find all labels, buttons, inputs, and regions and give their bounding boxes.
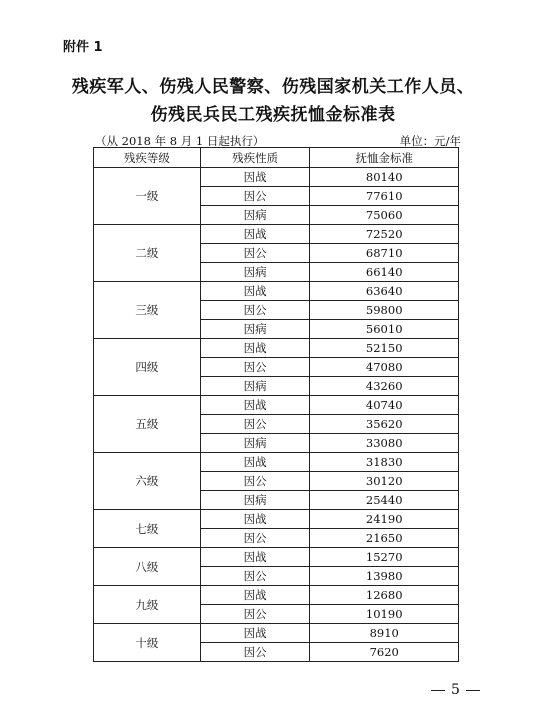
cell-disability-level: 四级 (94, 339, 201, 396)
cell-disability-nature: 因战 (200, 282, 310, 301)
cell-disability-nature: 因公 (200, 187, 310, 206)
cell-disability-nature: 因战 (200, 339, 310, 358)
cell-pension-amount: 8910 (310, 624, 459, 643)
document-title-line1: 残疾军人、伤残人民警察、伤残国家机关工作人员、 (71, 77, 475, 97)
header-pension-amount: 抚恤金标准 (310, 148, 459, 168)
page-dash-left (431, 690, 445, 691)
cell-pension-amount: 56010 (310, 320, 459, 339)
cell-disability-level: 二级 (94, 225, 201, 282)
header-disability-level: 残疾等级 (94, 148, 201, 168)
cell-disability-nature: 因病 (200, 320, 310, 339)
attachment-label: 附件 1 (63, 40, 103, 55)
cell-disability-level: 九级 (94, 586, 201, 624)
cell-pension-amount: 13980 (310, 567, 459, 586)
cell-disability-level: 一级 (94, 168, 201, 225)
table-row (94, 339, 459, 358)
unit-note: 单位：元/年 (399, 134, 461, 148)
header-disability-nature: 残疾性质 (200, 148, 310, 168)
cell-disability-level: 七级 (94, 510, 201, 548)
cell-disability-nature: 因公 (200, 567, 310, 586)
table-row (94, 548, 459, 567)
cell-disability-nature: 因战 (200, 586, 310, 605)
cell-disability-nature: 因战 (200, 396, 310, 415)
cell-disability-nature: 因战 (200, 624, 310, 643)
cell-pension-amount: 25440 (310, 491, 459, 510)
pension-standard-table (93, 147, 459, 662)
cell-pension-amount: 35620 (310, 415, 459, 434)
cell-pension-amount: 10190 (310, 605, 459, 624)
cell-pension-amount: 30120 (310, 472, 459, 491)
cell-disability-level: 十级 (94, 624, 201, 662)
cell-disability-level: 三级 (94, 282, 201, 339)
cell-disability-nature: 因病 (200, 206, 310, 225)
cell-disability-nature: 因公 (200, 244, 310, 263)
page-dash-right (466, 690, 480, 691)
cell-pension-amount: 43260 (310, 377, 459, 396)
cell-pension-amount: 40740 (310, 396, 459, 415)
cell-pension-amount: 47080 (310, 358, 459, 377)
cell-disability-nature: 因公 (200, 472, 310, 491)
table-row (94, 586, 459, 605)
cell-pension-amount: 15270 (310, 548, 459, 567)
cell-pension-amount: 59800 (310, 301, 459, 320)
cell-disability-nature: 因战 (200, 510, 310, 529)
document-title-line2: 伤残民兵民工残疾抚恤金标准表 (150, 105, 396, 125)
cell-disability-nature: 因战 (200, 168, 310, 187)
cell-disability-nature: 因病 (200, 491, 310, 510)
table-row (94, 168, 459, 187)
cell-disability-nature: 因病 (200, 434, 310, 453)
cell-disability-nature: 因战 (200, 548, 310, 567)
table-row (94, 624, 459, 643)
cell-disability-level: 八级 (94, 548, 201, 586)
page-number (425, 682, 486, 698)
cell-pension-amount: 31830 (310, 453, 459, 472)
cell-disability-level: 五级 (94, 396, 201, 453)
cell-pension-amount: 33080 (310, 434, 459, 453)
cell-pension-amount: 77610 (310, 187, 459, 206)
cell-disability-nature: 因公 (200, 605, 310, 624)
cell-pension-amount: 72520 (310, 225, 459, 244)
cell-pension-amount: 24190 (310, 510, 459, 529)
cell-pension-amount: 52150 (310, 339, 459, 358)
cell-disability-nature: 因公 (200, 358, 310, 377)
table-row (94, 453, 459, 472)
cell-disability-nature: 因公 (200, 415, 310, 434)
cell-disability-level: 六级 (94, 453, 201, 510)
effective-date-note: （从 2018 年 8 月 1 日起执行） (95, 134, 265, 148)
cell-pension-amount: 21650 (310, 529, 459, 548)
cell-pension-amount: 12680 (310, 586, 459, 605)
table-row (94, 225, 459, 244)
cell-pension-amount: 7620 (310, 643, 459, 662)
cell-disability-nature: 因战 (200, 225, 310, 244)
table-row (94, 510, 459, 529)
cell-disability-nature: 因公 (200, 529, 310, 548)
cell-disability-nature: 因战 (200, 453, 310, 472)
cell-disability-nature: 因公 (200, 301, 310, 320)
table-body (94, 168, 459, 662)
page-number-value: 5 (451, 682, 460, 698)
table-row (94, 396, 459, 415)
table-row (94, 282, 459, 301)
cell-disability-nature: 因病 (200, 263, 310, 282)
cell-disability-nature: 因病 (200, 377, 310, 396)
cell-pension-amount: 63640 (310, 282, 459, 301)
cell-pension-amount: 68710 (310, 244, 459, 263)
cell-pension-amount: 75060 (310, 206, 459, 225)
cell-pension-amount: 80140 (310, 168, 459, 187)
table-header-row (94, 148, 459, 168)
cell-pension-amount: 66140 (310, 263, 459, 282)
cell-disability-nature: 因公 (200, 643, 310, 662)
